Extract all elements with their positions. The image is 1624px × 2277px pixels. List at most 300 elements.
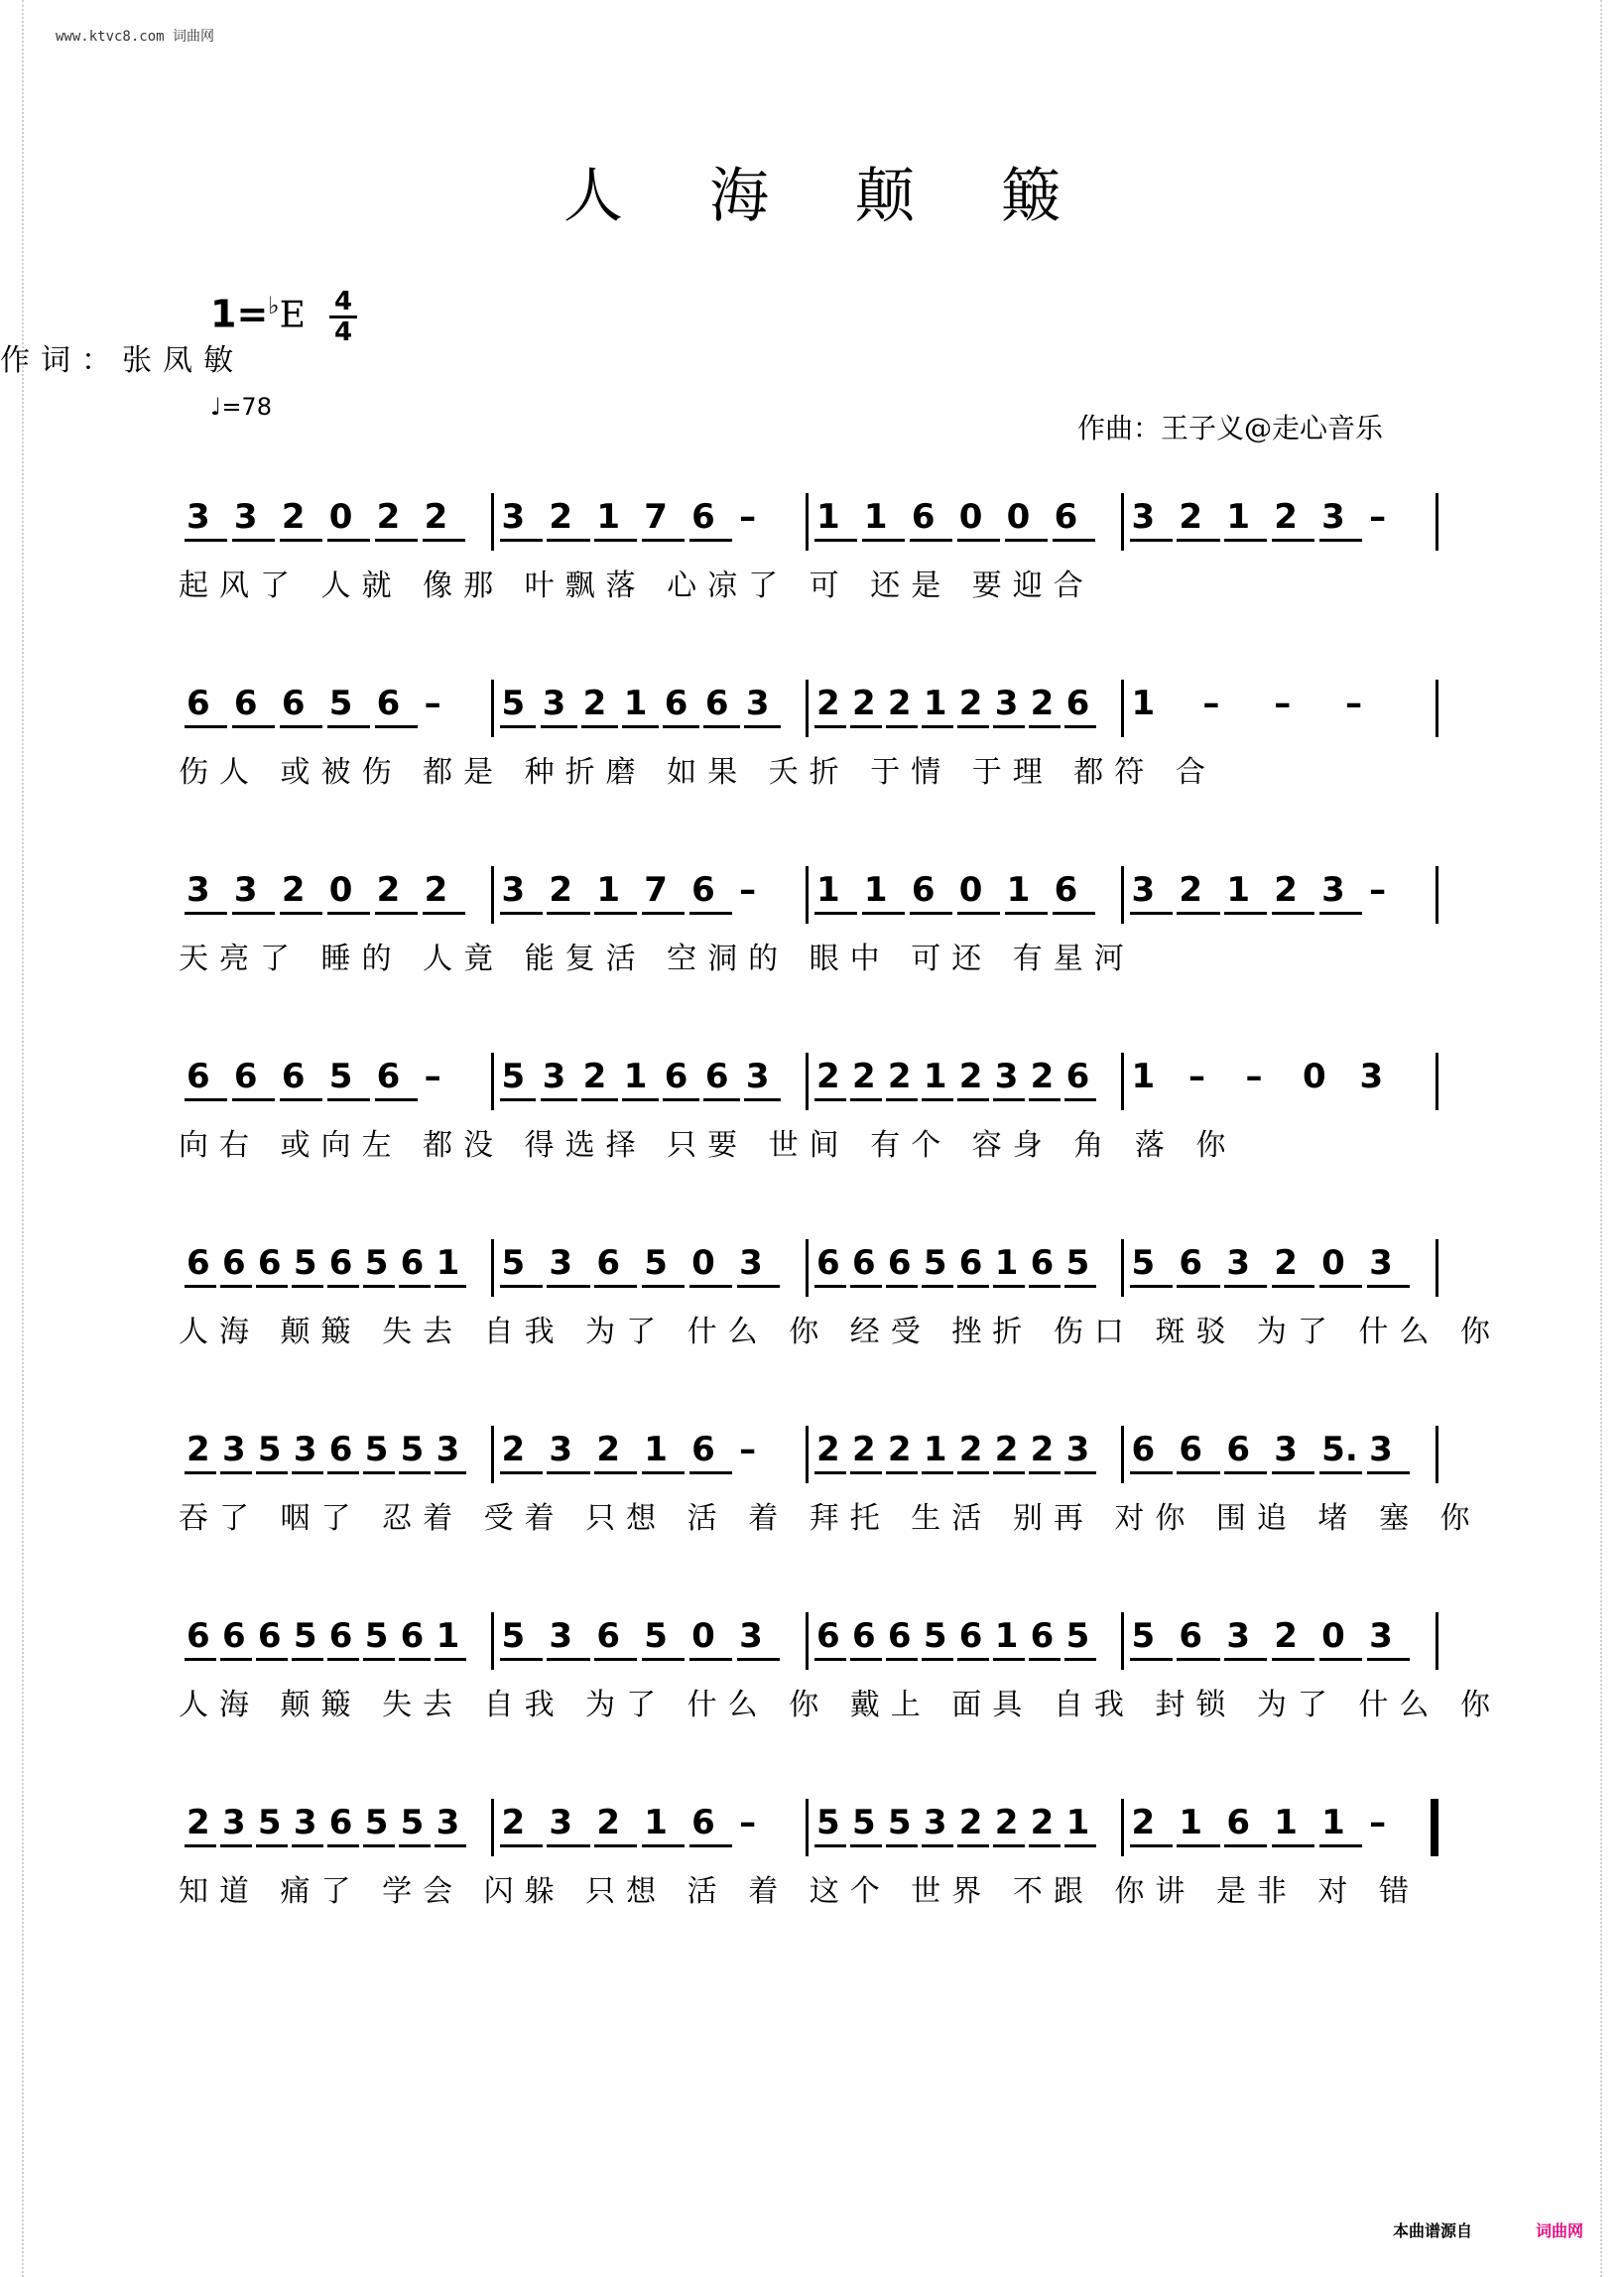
note: 2 [958,684,983,723]
song-title: 人 海 颠 簸 [562,162,1095,231]
note: – [1369,1803,1387,1842]
beam-line [327,1471,359,1474]
note: 2 [816,1430,840,1469]
barline [1436,1239,1438,1297]
beam-line [1319,539,1362,542]
beam-line [1319,1285,1362,1288]
note: – [739,1430,757,1469]
note: 5 [400,1803,425,1842]
note: 1 [863,870,888,910]
note: 6 [187,1243,210,1283]
beam-line [862,539,905,542]
note: 3 [233,870,258,910]
beam-line [957,1098,989,1101]
note: 2 [582,1057,607,1096]
note: 1 [596,870,620,910]
note: 3 [745,684,770,723]
note: 5 [851,1803,876,1842]
beam-line [232,1098,275,1101]
beam-line [957,1844,989,1847]
lyricist-credit: 作词：张凤敏 [0,343,244,378]
note: 3 [221,1803,246,1842]
beam-line [622,725,659,728]
beam-line [1029,1285,1061,1288]
note: 6 [664,684,688,723]
beam-line [993,725,1025,728]
beam-line [922,725,953,728]
note: 6 [1065,684,1090,723]
note: 6 [1226,1430,1250,1469]
note: 2 [887,684,912,723]
note: 2 [501,1430,526,1469]
note: 1 [923,1430,947,1469]
beam-line [363,1471,395,1474]
note: 2 [994,1803,1019,1842]
beam-line [689,539,732,542]
score-row [179,864,1438,1003]
meter-top: 4 [333,287,353,316]
note: 2 [596,1430,620,1469]
note: 6 [1065,1057,1090,1096]
note: 1 [994,1243,1019,1283]
beam-line [642,1471,685,1474]
note: 6 [1030,1243,1055,1283]
note: 6 [257,1243,282,1283]
note: 6 [328,1430,353,1469]
note: 1 [1065,1803,1090,1842]
beam-line [547,1844,589,1847]
note: 3 [994,684,1019,723]
beam-line [500,539,543,542]
beam-line [375,725,418,728]
score-row [179,1237,1501,1376]
beam-line [1130,1471,1173,1474]
tempo-mark: ♩=78 [210,393,272,421]
beam-line [594,539,637,542]
note: 3 [739,1616,763,1656]
note: 6 [887,1616,912,1656]
beam-line [689,1658,732,1661]
note: 6 [816,1616,840,1656]
beam-line [435,1658,466,1661]
note: 1 [1131,684,1156,723]
note: 2 [424,497,448,537]
score-row [179,1797,1438,1936]
note: 6 [851,1243,876,1283]
beam-line [993,1285,1025,1288]
note: 2 [582,684,607,723]
notes-line [179,491,1438,555]
beam-line [814,912,857,915]
lyrics-line: 人海 颠簸 失去 自我 为了 什么 你 经受 挫折 伤口 斑驳 为了 什么 你 [179,1315,1501,1349]
beam-line [642,539,685,542]
note: 1 [1179,1803,1203,1842]
note: 6 [233,684,258,723]
note: 3 [293,1803,317,1842]
note: 5 [364,1430,389,1469]
beam-line [292,1471,323,1474]
beam-line [220,1285,252,1288]
note: 5 [328,684,353,723]
beam-line [886,1844,918,1847]
note: 5 [257,1430,282,1469]
barline [491,1799,494,1856]
beam-line [500,725,537,728]
beam-line [594,1844,637,1847]
beam-line [1367,1658,1410,1661]
beam-line [1029,1471,1061,1474]
note: – [1274,684,1292,723]
beam-line [500,1844,543,1847]
beam-line [910,539,952,542]
beam-line [737,1658,780,1661]
composer-credit: 作曲：王子义@走心音乐 [1077,412,1384,444]
beam-line [689,1285,732,1288]
barline [806,1612,809,1670]
beam-line [1224,539,1267,542]
note: 2 [1030,684,1055,723]
note: 3 [1321,497,1345,537]
final-barline [1431,1799,1438,1856]
barline [1121,1053,1124,1110]
note: 6 [257,1616,282,1656]
beam-line [814,725,846,728]
note: 3 [187,870,210,910]
note: 1 [1226,497,1250,537]
note: 6 [691,1803,715,1842]
note: 6 [281,684,306,723]
beam-line [886,1471,918,1474]
beam-line [993,1844,1025,1847]
barline [806,1053,809,1110]
beam-line [1130,912,1173,915]
barline [1436,680,1438,737]
note: 2 [1274,1616,1298,1656]
note: 2 [816,684,840,723]
beam-line [185,912,227,915]
note: 5 [1065,1616,1090,1656]
beam-line [1029,725,1061,728]
beam-line [220,1844,252,1847]
beam-line [185,1285,216,1288]
barline [806,866,809,924]
note: 0 [328,870,353,910]
note: 6 [596,1616,620,1656]
meter-bottom: 4 [333,317,353,347]
beam-line [185,725,227,728]
note: 1 [623,684,648,723]
beam-line [1177,912,1219,915]
note: 1 [623,1057,648,1096]
beam-line [500,912,543,915]
beam-line [1029,1098,1061,1101]
beam-line [1064,1285,1096,1288]
beam-line [957,539,1000,542]
beam-line [814,1285,846,1288]
note: 6 [1054,870,1078,910]
beam-line [1319,1471,1362,1474]
note: 6 [911,497,936,537]
barline [491,1426,494,1483]
note: 7 [644,870,668,910]
beam-line [1224,1471,1267,1474]
beam-line [594,1471,637,1474]
beam-line [814,1844,846,1847]
note: 1 [816,497,840,537]
beam-line [547,1471,589,1474]
note: 2 [816,1057,840,1096]
beam-line [1053,539,1095,542]
beam-line [922,1658,953,1661]
beam-line [1224,1285,1267,1288]
note: – [424,684,441,723]
right-watermark-strip [1600,0,1612,2277]
beam-line [1130,539,1173,542]
beam-line [1064,1844,1096,1847]
note: 6 [221,1243,246,1283]
note: 6 [1131,1430,1156,1469]
note: 6 [187,684,210,723]
note: – [1345,684,1363,723]
note: 2 [1030,1430,1055,1469]
beam-line [292,1844,323,1847]
note: 0 [958,497,983,537]
lyrics-line: 天亮了 睡的 人竟 能复活 空洞的 眼中 可还 有星河 [179,942,1135,976]
beam-line [423,912,465,915]
beam-line [399,1844,431,1847]
note: 1 [923,684,947,723]
lyrics-line: 知道 痛了 学会 闪躲 只想 活 着 这个 世界 不跟 你讲 是非 对 错 [179,1874,1420,1909]
beam-line [1130,1285,1173,1288]
beam-line [1367,1471,1410,1474]
beam-line [1130,1658,1173,1661]
note: 6 [376,684,401,723]
note: 3 [549,1616,573,1656]
beam-line [993,1098,1025,1101]
beam-line [363,1658,395,1661]
beam-line [423,539,465,542]
note: 6 [887,1243,912,1283]
beam-line [737,1285,780,1288]
note: 3 [542,684,566,723]
notes-line [179,1610,1438,1674]
beam-line [292,1285,323,1288]
beam-line [232,539,275,542]
note: 3 [1065,1430,1090,1469]
barline [1436,866,1438,924]
beam-line [581,1098,618,1101]
note: 3 [501,497,526,537]
note: 5 [816,1803,840,1842]
note: 3 [542,1057,566,1096]
note: 1 [1321,1803,1345,1842]
note: 3 [1369,1430,1393,1469]
beam-line [435,1285,466,1288]
beam-line [1319,912,1362,915]
note: 6 [911,870,936,910]
beam-line [703,725,740,728]
note: 6 [691,1430,715,1469]
note: 0 [691,1243,715,1283]
notes-line [179,1237,1438,1301]
beam-line [850,1844,882,1847]
beam-line [850,1658,882,1661]
notes-line [179,678,1438,741]
barline [1121,1239,1124,1297]
beam-line [547,912,589,915]
beam-line [185,1844,216,1847]
beam-line [541,725,577,728]
note: 5 [501,1243,526,1283]
note: 1 [436,1616,460,1656]
beam-line [500,1285,543,1288]
beam-line [399,1285,431,1288]
beam-line [581,725,618,728]
note: 0 [1006,497,1031,537]
note: 3 [1369,1616,1393,1656]
note: 5 [501,684,526,723]
beam-line [1053,912,1095,915]
beam-line [1272,1844,1314,1847]
note: 3 [221,1430,246,1469]
beam-line [363,1285,395,1288]
note: 6 [187,1057,210,1096]
note: 6 [328,1616,353,1656]
note: 0 [958,870,983,910]
beam-line [957,1471,989,1474]
beam-line [594,1285,637,1288]
beam-line [280,725,322,728]
note: 3 [1226,1616,1250,1656]
beam-line [594,912,637,915]
beam-line [1272,1471,1314,1474]
beam-line [689,1844,732,1847]
note: 5 [400,1430,425,1469]
barline [1121,493,1124,551]
barline [491,1612,494,1670]
note: – [1369,497,1387,537]
beam-line [399,1471,431,1474]
beam-line [547,1285,589,1288]
beam-line [1064,1658,1096,1661]
note: 2 [958,1803,983,1842]
note: 6 [328,1803,353,1842]
beam-line [399,1658,431,1661]
note: 6 [233,1057,258,1096]
note: 6 [1030,1616,1055,1656]
note: 2 [501,1803,526,1842]
beam-line [232,725,275,728]
note: 5 [1131,1243,1156,1283]
note: 2 [851,684,876,723]
beam-line [922,1844,953,1847]
barline [1121,1612,1124,1670]
beam-line [327,539,370,542]
notes-line [179,1424,1438,1487]
note: 5 [328,1057,353,1096]
lyrics-line: 伤人 或被伤 都是 种折磨 如果 夭折 于情 于理 都符 合 [179,755,1216,790]
note: 5 [923,1243,947,1283]
beam-line [1005,912,1048,915]
note: 2 [1030,1803,1055,1842]
note: 2 [281,870,306,910]
beam-line [689,912,732,915]
note: 1 [994,1616,1019,1656]
note: 6 [1179,1243,1203,1283]
beam-line [256,1285,288,1288]
note: 1 [1226,870,1250,910]
flat-sign: ♭ [268,292,280,319]
beam-line [256,1658,288,1661]
note: 2 [1131,1803,1156,1842]
beam-line [256,1471,288,1474]
key-note: E [279,295,306,336]
beam-line [814,1658,846,1661]
note: 6 [596,1243,620,1283]
note: 2 [958,1430,983,1469]
beam-line [280,1098,322,1101]
beam-line [642,1844,685,1847]
note: 2 [187,1803,210,1842]
note: 0 [1321,1616,1345,1656]
note: 2 [994,1430,1019,1469]
note: 3 [1359,1057,1384,1096]
beam-line [500,1098,537,1101]
barline [1436,493,1438,551]
barline [491,1239,494,1297]
note: 3 [436,1803,460,1842]
note: 5 [293,1243,317,1283]
note: 2 [1030,1057,1055,1096]
note: 3 [549,1243,573,1283]
beam-line [663,1098,699,1101]
barline [1436,1426,1438,1483]
beam-line [862,912,905,915]
note: 6 [281,1057,306,1096]
beam-line [185,539,227,542]
beam-line [232,912,275,915]
beam-line [1224,1658,1267,1661]
beam-line [547,539,589,542]
beam-line [185,1658,216,1661]
score-row [179,1610,1501,1749]
beam-line [642,1658,685,1661]
note: – [739,1803,757,1842]
note: 1 [1274,1803,1298,1842]
note: 6 [664,1057,688,1096]
note: 6 [187,1616,210,1656]
beam-line [327,912,370,915]
beam-line [1367,1285,1410,1288]
beam-line [1177,1285,1219,1288]
note: 2 [376,497,401,537]
note: 5 [364,1803,389,1842]
note: 6 [958,1616,983,1656]
note: 2 [1179,870,1203,910]
note: 5 [257,1803,282,1842]
beam-line [1272,1285,1314,1288]
beam-line [957,912,1000,915]
beam-line [256,1844,288,1847]
note: 3 [739,1243,763,1283]
time-signature [329,287,357,347]
note: 3 [233,497,258,537]
beam-line [500,1658,543,1661]
beam-line [220,1471,252,1474]
note: 3 [1369,1243,1393,1283]
beam-line [327,725,370,728]
barline [1121,1426,1124,1483]
